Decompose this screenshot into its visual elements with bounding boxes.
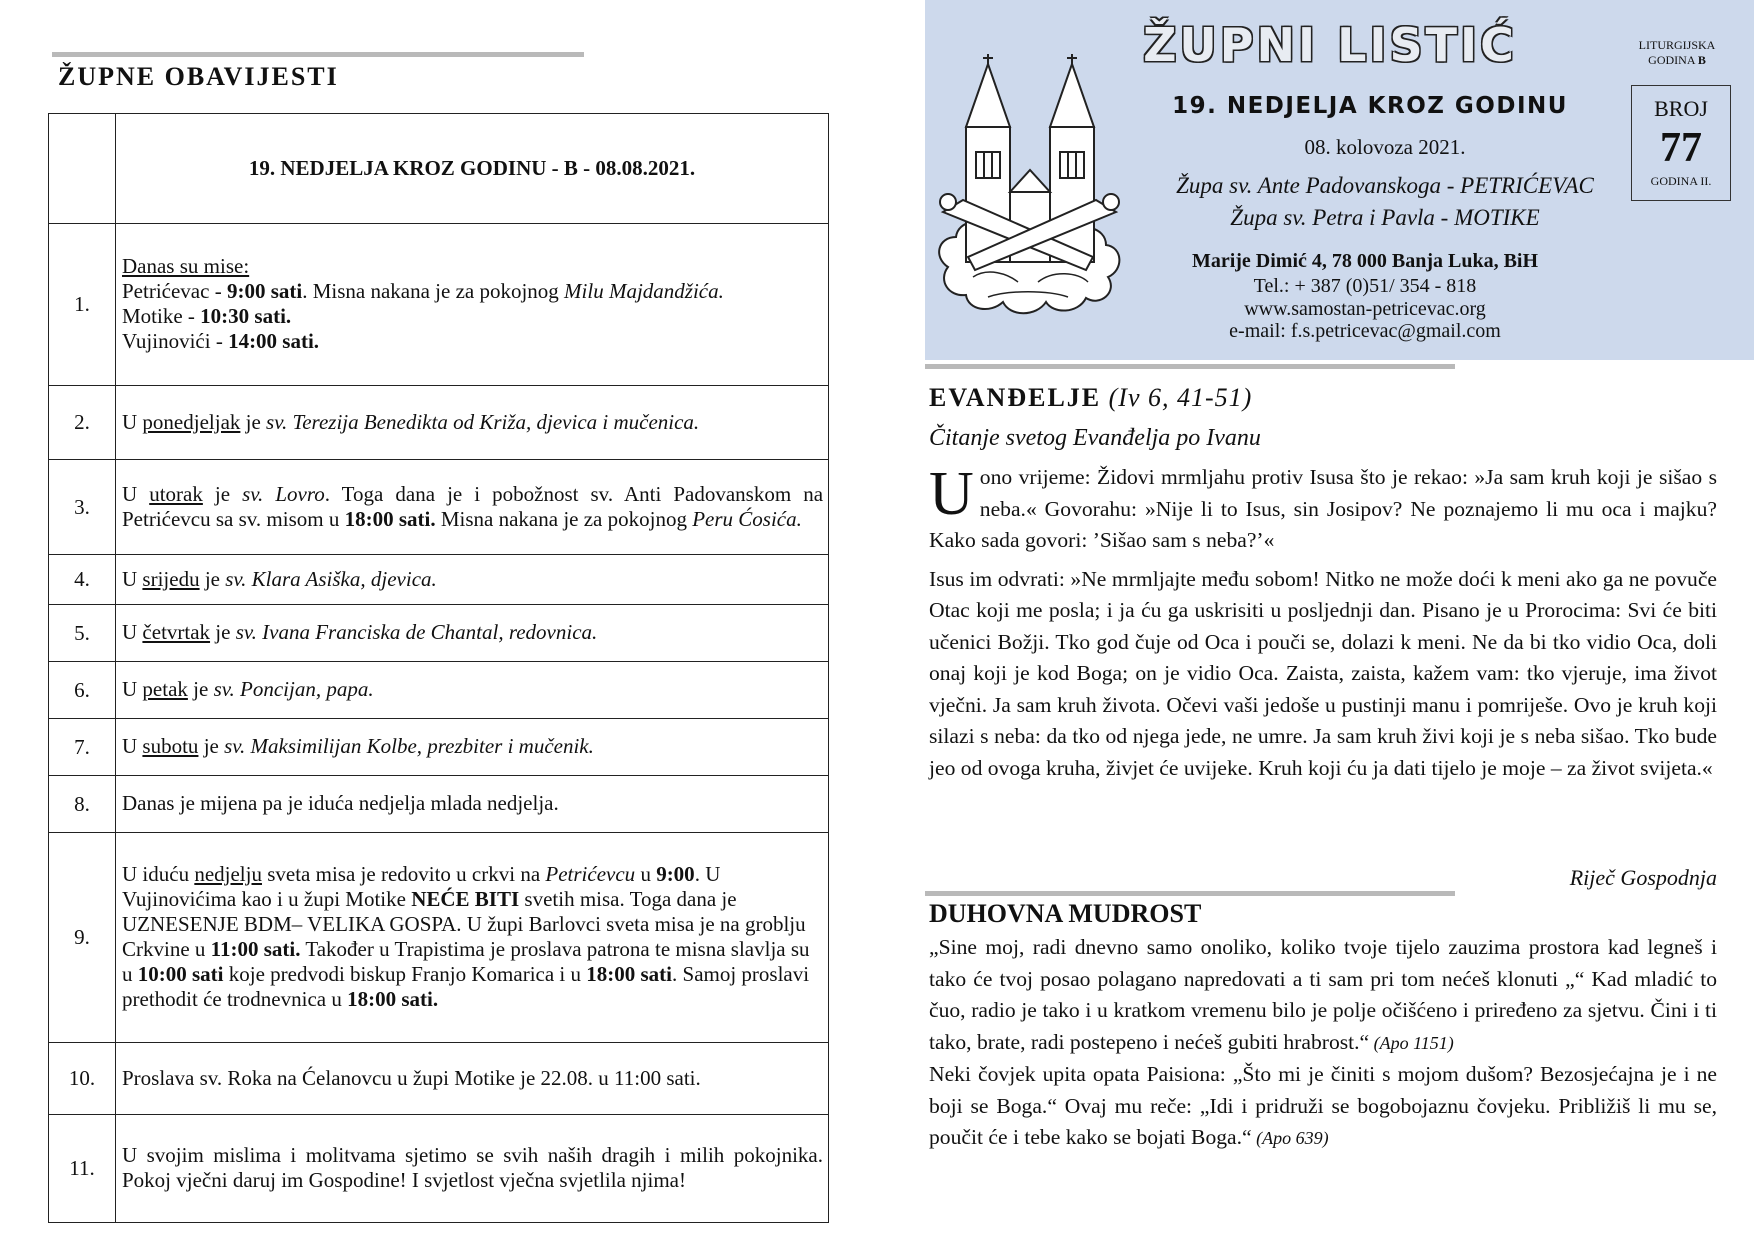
row-text: U svojim mislima i molitvama sjetimo se svih naših dragih i milih pokojnika. Pokoj vječni daruj im Gospodine! I svjetlost vječna svjetlila njima! (116, 1115, 829, 1223)
table-row (49, 1043, 829, 1115)
table-row (49, 662, 829, 719)
top-divider-left (52, 52, 584, 57)
bulletin-title: ŽUPNI LISTIĆ (1143, 18, 1517, 72)
notices-table (48, 113, 829, 1223)
address: Marije Dimić 4, 78 000 Banja Luka, BiH (1191, 250, 1539, 272)
issue-number: 77 (1660, 125, 1702, 171)
gospel-heading: EVANĐELJE (Iv 6, 41-51) (929, 383, 1253, 412)
table-header-blank (49, 114, 116, 224)
issue-label: BROJ (1654, 96, 1708, 121)
masses-intro: Danas su mise: (122, 254, 250, 278)
table-title: 19. NEDJELJA KROZ GODINU - B - 08.08.2021. (116, 114, 829, 224)
divider-wisdom (925, 891, 1455, 896)
gospel-closing: Riječ Gospodnja (1569, 865, 1717, 890)
table-row (49, 719, 829, 776)
liturgical-year: LITURGIJSKA GODINA B (1638, 38, 1716, 67)
row-number: 8. (49, 776, 116, 833)
table-row (49, 776, 829, 833)
row-text: U subotu je sv. Maksimilijan Kolbe, prezbiter i mučenik. (116, 719, 829, 776)
table-row (49, 605, 829, 662)
row-number: 5. (49, 605, 116, 662)
parish-motike: Župa sv. Petra i Pavla - MOTIKE (1230, 205, 1540, 230)
email: e-mail: f.s.petricevac@gmail.com (1229, 320, 1501, 342)
gospel-text: Uono vrijeme: Židovi mrmljahu protiv Isusa što je rekao: »Ja sam kruh koji je sišao s neba.« Govorahu: »Nije li to Isus, sin Josipov? Ne poznajemo li mu oca i majku? Kako sada govori: ’Sišao sam s neba?’« Isus im odvrati: »Ne mrmljajte među sobom! Nitko ne može doći k meni ako ga ne povuče Otac koji me posla; i ja ću ga uskrisiti u posljednji dan. Pisano je u Prorocima: Svi će biti učenici Božji. Tko god čuje od Oca i pouči se, dolazi k meni. Ne da bi tko vidio Oca, doli onaj koji je kod Boga; on je vidio Oca. Zaista, zaista, kažem vam: tko vjeruje, ima život vječni. Ja sam kruh života. Očevi vaši jedoše u pustinji manu i pomriješe. Ovo je kruh koji silazi s neba: da tko od njega jede, ne umre. Ja sam kruh živi koji je s neba sišao. Tko bude jeo od ovoga kruha, živjet će uvijeke. Kruh koji ću ja dati tijelo je moje – za život svijeta.« (929, 460, 1717, 780)
table-row (49, 833, 829, 1043)
row-text: U četvrtak je sv. Ivana Franciska de Chantal, redovnica. (116, 605, 829, 662)
row-text: U ponedjeljak je sv. Terezija Benedikta od Križa, djevica i mučenica. (116, 386, 829, 460)
issue-date: 08. kolovoza 2021. (1304, 135, 1466, 159)
wisdom-heading: DUHOVNA MUDROST (929, 899, 1202, 928)
row-text: Danas su mise: Petrićevac - 9:00 sati. Misna nakana je za pokojnog Milu Majdandžića. Motike - 10:30 sati. Vujinovići - 14:00 sati. (116, 224, 829, 386)
row-text: Proslava sv. Roka na Ćelanovcu u župi Motike je 22.08. u 11:00 sati. (116, 1043, 829, 1115)
divider-gospel (925, 364, 1455, 369)
table-row (49, 386, 829, 460)
table-row (49, 555, 829, 605)
table-row (49, 460, 829, 555)
row-number: 6. (49, 662, 116, 719)
table-row (49, 224, 829, 386)
sunday-title: 19. NEDJELJA KROZ GODINU (1172, 93, 1568, 119)
row-number: 7. (49, 719, 116, 776)
table-header-row (49, 114, 829, 224)
issue-year: GODINA II. (1650, 174, 1712, 188)
drop-cap: U (929, 460, 974, 528)
website: www.samostan-petricevac.org (1244, 298, 1486, 320)
row-number: 11. (49, 1115, 116, 1223)
gospel-subtitle: Čitanje svetog Evanđelja po Ivanu (929, 425, 1261, 451)
row-text: Danas je mijena pa je iduća nedjelja mlada nedjelja. (116, 776, 829, 833)
wisdom-text: „Sine moj, radi dnevno samo onoliko, koliko tvoje tijelo zauzima prostora kad legneš i tako će tvoj posao polagano napredovati a ti sam pri tom nećeš klonuti „“ Kad mladić to čuo, radio je tako i u kratkom vremenu bilo je polje očišćeno i priređeno za sjetvu. Čini i ti tako, brate, radi postepeno i nećeš gubiti hrabrost.“ (Apo 1151) Neki čovjek upita opata Paisiona: „Što mi je činiti s mojom dušom? Bezosjećajna je i ne boji se Boga.“ Ovaj mu reče: „Idi i pridruži se bogobojaznu čovjeku. Približiš li mu se, poučit će i tebe kako se bojati Boga.“ (Apo 639) (929, 935, 1717, 1149)
row-number: 3. (49, 460, 116, 555)
row-number: 4. (49, 555, 116, 605)
row-number: 1. (49, 224, 116, 386)
row-text: U iduću nedjelju sveta misa je redovito u crkvi na Petrićevcu u 9:00. U Vujinovićima kao i u župi Motike NEĆE BITI svetih misa. Toga dana je UZNESENJE BDM– VELIKA GOSPA. U župi Barlovci sveta misa je na groblju Crkvine u 11:00 sati. Također u Trapistima je proslava patrona te misna slavlja su u 10:00 sati koje predvodi biskup Franjo Komarica i u 18:00 sati. Samoj proslavi prethodit će trodnevnica u 18:00 sati. (116, 833, 829, 1043)
row-number: 9. (49, 833, 116, 1043)
row-text: U petak je sv. Poncijan, papa. (116, 662, 829, 719)
row-text: U utorak je sv. Lovro. Toga dana je i pobožnost sv. Anti Padovanskom na Petrićevcu sa sv. misom u 18:00 sati. Misna nakana je za pokojnog Peru Ćosića. (116, 460, 829, 555)
row-text: U srijedu je sv. Klara Asiška, djevica. (116, 555, 829, 605)
table-row (49, 1115, 829, 1223)
telephone: Tel.: + 387 (0)51/ 354 - 818 (1253, 275, 1477, 297)
row-number: 10. (49, 1043, 116, 1115)
row-number: 2. (49, 386, 116, 460)
parish-petricevac: Župa sv. Ante Padovanskoga - PETRIĆEVAC (1176, 173, 1594, 198)
issue-number-box (1631, 85, 1731, 201)
notices-heading: ŽUPNE OBAVIJESTI (58, 62, 339, 91)
